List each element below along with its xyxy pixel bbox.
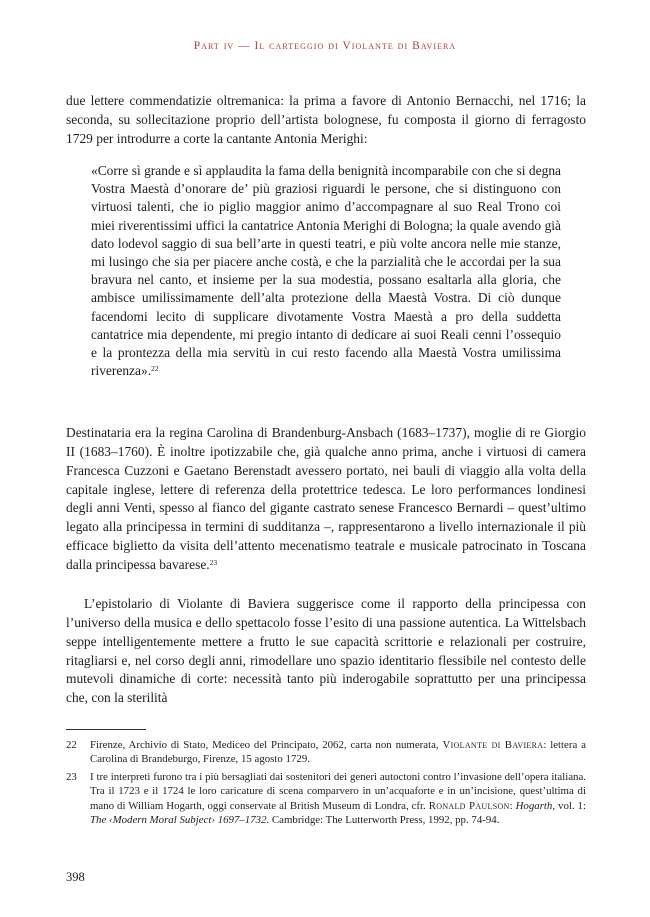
footnote-22 [66,738,586,767]
quote-text: «Corre sì grande e sì applaudita la fama della benignità incomparabile con che si degna Vostra Maestà d’onorare de’ più graziosi riguardi le persone, che si distinguono con virtuosi talenti, che io piglio maggior animo d’accompagnare al suo Real Trono coi miei riverentissimi uffici la cantatrice Antonia Merighi di Bologna; la quale avendo già dato lodevol saggio di sua bell’arte in questi teatri, e più volte ancora nelle mie stanze, mi lusingo che sia per piacere anche costà, e che la parzialità che le accordai per la sua bravura nel canto, et insieme per la sua modestia, possano esaltarla alla gloria, che ambisce umilissimamente dell’alta protezione della Maestà Vostra. Di ciò dunque facendomi lecito di supplicare divotamente Vostra Maestà a pro della suddetta cantatrice mia dependente, mi pregio intanto di dedicare ai suoi Reali cenni l’ossequio e la prontezza della mia servitù in cui resto facendo alla Maestà Vostra umilissima riverenza». [91,163,561,379]
footnote-text: I tre interpreti furono tra i più bersagliati dai sostenitori dei generi autoctoni contro l’invasione dell’opera italiana. Tra il 1723 e il 1724 le loro caricature di scena comparvero in un’acquaforte e in un’incisione, quest’ultima di mano di William Hogarth, oggi conservate al British Museum di Londra, cfr. Ronald Paulson: Hogarth, vol. 1: The ‹Modern Moral Subject› 1697–1732. Cambridge: The Lutterworth Press, 1992, pp. 74-94. [90,770,586,827]
footnote-author: Ronald Paulson [428,799,510,812]
block-quote [91,162,561,380]
footnote-number: 23 [66,770,77,783]
paragraph-2-text: Destinataria era la regina Carolina di Brandenburg-Ansbach (1683–1737), moglie di re Giorgio II (1683–1760). È inoltre ipotizzabile che, già qualche anno prima, anche i virtuosi di camera Francesca Cuzzoni e Gaetano Berenstadt avessero portato, nei bauli di viaggio alla volta della capitale inglese, lettere di referenza della protettrice tedesca. Le loro performances londinesi degli anni Venti, spesso al fianco del gigante castrato senese Francesco Bernardi – quest’ultimo legato alla principessa in termini di sudditanza –, rappresentarono a livello internazionale il più efficace biglietto da visita dell’attento mecenatismo teatrale e musicale patrocinato in Toscana dalla principessa bavarese. [66,425,586,572]
page-number: 398 [66,870,85,884]
footnote-23 [66,770,586,828]
footnote-author: Violante di Baviera [442,739,544,751]
intro-paragraph: due lettere commendatizie oltremanica: la prima a favore di Antonio Bernacchi, nel 1716; la seconda, su sollecitazione proprio dell’artista bolognese, fu composta il giorno di ferragosto 1729 per introdurre a corte la cantante Antonia Merighi: [66,93,586,146]
footnote-separator [66,729,146,730]
footnote-ref-23[interactable]: 23 [209,557,218,567]
paragraph-3: L’epistolario di Violante di Baviera suggerisce come il rapporto della principessa con l’universo della musica e dello spettacolo fosse l’esito di una passione autentica. La Wittelsbach seppe intelligentemente mettere a frutto le sue capacità scrittorie e relazionali per costruire, ritagliarsi e, nel corso degli anni, rimodellare uno spazio identitario flessibile nel contesto delle mutevoli dinamiche di corte: necessità tanto più inderogabile soprattutto per una principessa che, con la sterilità [66,596,586,706]
paragraph-2 [66,424,586,575]
footnote-title: Hogarth [515,799,553,812]
footnote-subtitle: The ‹Modern Moral Subject› 1697–1732 [90,814,267,827]
footnote-number: 22 [66,739,77,751]
running-head: Part iv — Il carteggio di Violante di Baviera [193,40,457,52]
footnotes [66,738,586,830]
footnote-text: Firenze, Archivio di Stato, Mediceo del Principato, 2062, carta non numerata, Violante di Baviera: lettera a Carolina di Brandeburgo, Firenze, 15 agosto 1729. [90,739,586,766]
footnote-ref-22[interactable]: 22 [151,364,159,374]
